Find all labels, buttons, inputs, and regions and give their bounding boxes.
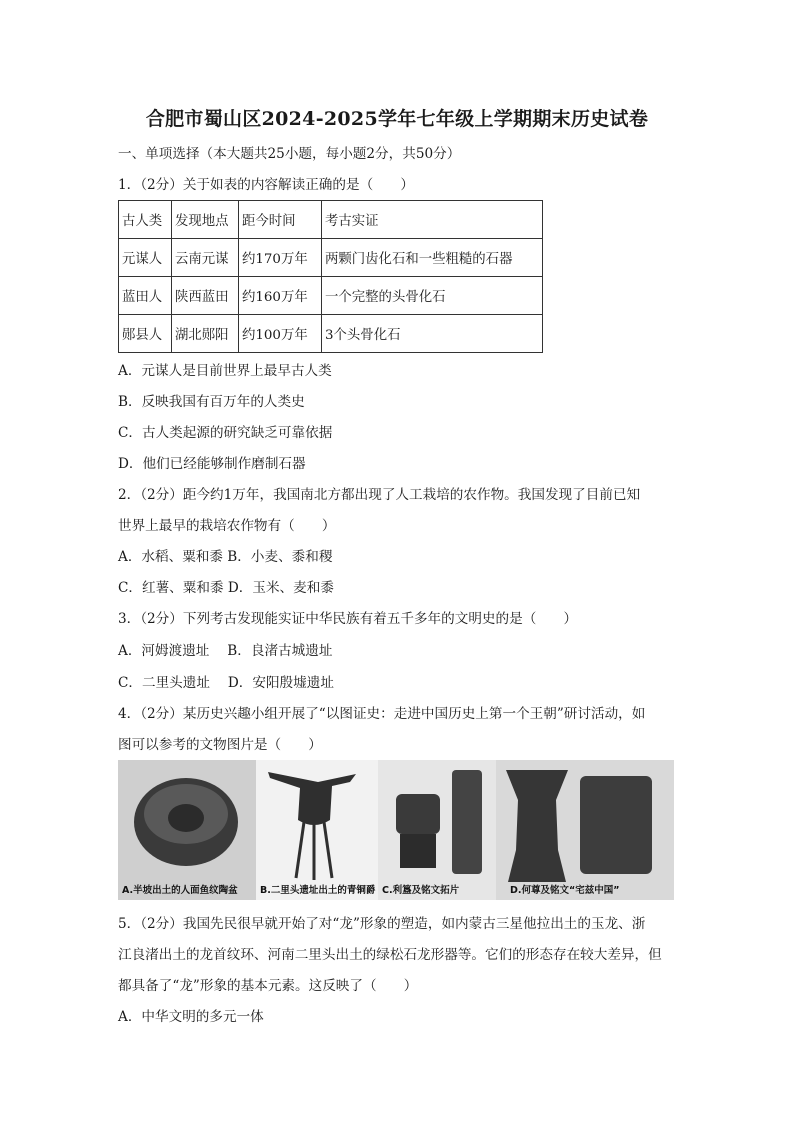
table-cell: 陕西蓝田 [172, 277, 239, 315]
q2-stem-line1: 2．（2分）距今约1万年，我国南北方都出现了人工栽培的农作物。我国发现了目前已知 [118, 487, 641, 503]
li-gui-vessel-icon [396, 794, 440, 834]
artifact-caption-b: B.二里头遗址出土的青铜爵 [260, 885, 376, 896]
q1-table [118, 200, 543, 353]
table-row [119, 277, 543, 315]
inscription-rubbing-icon [452, 770, 482, 874]
artifact-illustrations [118, 760, 674, 900]
q4-stem-line1: 4．（2分）某历史兴趣小组开展了“以图证史：走进中国历史上第一个王朝”研讨活动，如 [118, 706, 646, 722]
table-cell: 约160万年 [239, 277, 322, 315]
q1-option-c: C．古人类起源的研究缺乏可靠依据 [118, 425, 333, 441]
q4-artifact-photos [118, 760, 674, 900]
table-header-cell: 发现地点 [172, 201, 239, 239]
table-cell: 一个完整的头骨化石 [322, 277, 543, 315]
artifact-caption-d: D.何尊及铭文“宅兹中国” [510, 885, 620, 896]
q1-stem: 1．（2分）关于如表的内容解读正确的是（ ） [118, 177, 414, 193]
exam-title: 合肥市蜀山区2024-2025学年七年级上学期期末历史试卷 [145, 108, 649, 130]
table-cell: 约100万年 [239, 315, 322, 353]
inscription-plate-icon [580, 776, 652, 874]
q1-option-d: D．他们已经能够制作磨制石器 [118, 456, 306, 472]
q5-option-a: A．中华文明的多元一体 [118, 1009, 264, 1025]
table-cell: 元谋人 [119, 239, 172, 277]
table-row [119, 201, 543, 239]
q5-stem-line1: 5．（2分）我国先民很早就开始了对“龙”形象的塑造，如内蒙古三星他拉出土的玉龙、浙 [118, 916, 646, 932]
gui-base [400, 834, 436, 868]
q3-stem: 3．（2分）下列考古发现能实证中华民族有着五千多年的文明史的是（ ） [118, 611, 578, 627]
table-cell: 约170万年 [239, 239, 322, 277]
q2-stem-line2: 世界上最早的栽培农作物有（ ） [118, 518, 336, 534]
table-cell: 蓝田人 [119, 277, 172, 315]
table-header-cell: 距今时间 [239, 201, 322, 239]
section-heading: 一、单项选择（本大题共25小题，每小题2分，共50分） [118, 146, 461, 162]
table-row [119, 239, 543, 277]
artifact-caption-c: C.利簋及铭文拓片 [382, 885, 460, 896]
table-cell: 3个头骨化石 [322, 315, 543, 353]
q5-stem-line3: 都具备了“龙”形象的基本元素。这反映了（ ） [118, 978, 418, 994]
table-row [119, 315, 543, 353]
table-cell: 云南元谋 [172, 239, 239, 277]
table-header-cell: 考古实证 [322, 201, 543, 239]
table-cell: 两颗门齿化石和一些粗糙的石器 [322, 239, 543, 277]
face-motif [168, 804, 204, 832]
q3-options-cd: C．二里头遗址 D．安阳殷墟遗址 [118, 675, 334, 691]
table-cell: 湖北郧阳 [172, 315, 239, 353]
q2-options-cd: C．红薯、粟和黍 D．玉米、麦和黍 [118, 580, 334, 596]
q4-stem-line2: 图可以参考的文物图片是（ ） [118, 737, 322, 753]
table-header-cell: 古人类 [119, 201, 172, 239]
panel-b-bg [256, 760, 378, 900]
q2-options-ab: A．水稻、粟和黍 B．小麦、黍和稷 [118, 549, 333, 565]
q1-option-b: B．反映我国有百万年的人类史 [118, 394, 305, 410]
artifact-caption-a: A.半坡出土的人面鱼纹陶盆 [122, 885, 238, 896]
q5-stem-line2: 江良渚出土的龙首纹环、河南二里头出土的绿松石龙形器等。它们的形态存在较大差异，但 [118, 947, 662, 963]
table-cell: 郧县人 [119, 315, 172, 353]
q3-options-ab: A．河姆渡遗址 B．良渚古城遗址 [118, 643, 333, 659]
q1-option-a: A．元谋人是目前世界上最早古人类 [118, 363, 332, 379]
